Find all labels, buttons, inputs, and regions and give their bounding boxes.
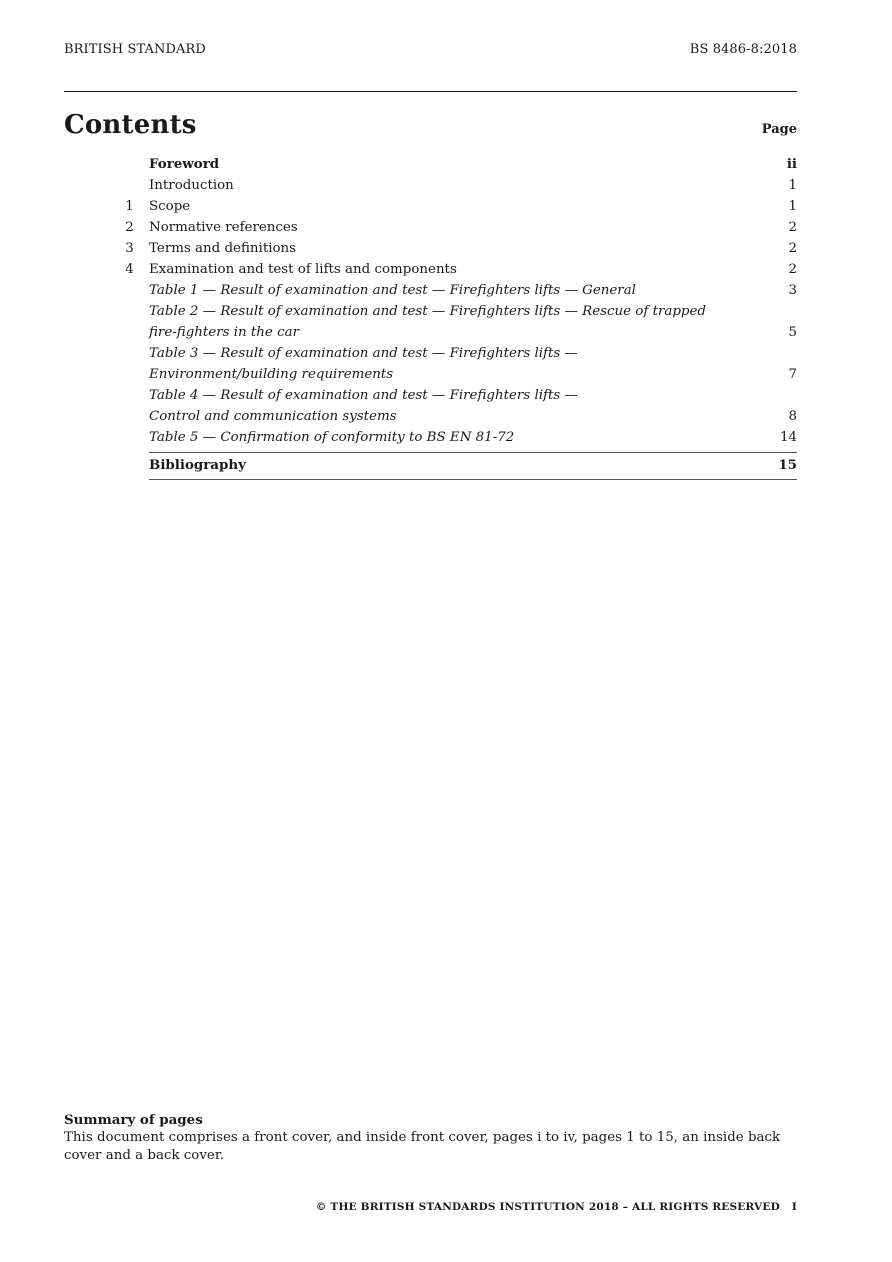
- toc-entry-number: 3: [125, 241, 134, 256]
- toc-entry-page: 2: [788, 220, 797, 235]
- toc-entry-page: 15: [778, 457, 797, 473]
- toc-entry-bibliography[interactable]: [149, 452, 797, 480]
- toc-entry-examination-and-test[interactable]: [110, 259, 797, 280]
- copyright-notice: © THE BRITISH STANDARDS INSTITUTION 2018 – ALL RIGHTS RESERVED: [315, 1201, 780, 1213]
- toc-entry-title: Table 3 — Result of examination and test — Firefighters lifts — Environment/building requirements: [149, 346, 578, 382]
- header-divider: [64, 91, 797, 92]
- toc-entry-page: 2: [788, 262, 797, 277]
- toc-entry-normative-references[interactable]: [110, 217, 797, 238]
- toc-entry-title: Table 5 — Confirmation of conformity to BS EN 81-72: [149, 430, 515, 445]
- toc-entry-page: 8: [788, 409, 797, 424]
- toc-entry-table-2[interactable]: [110, 301, 797, 343]
- toc-entry-table-4[interactable]: [110, 385, 797, 427]
- toc-entry-scope[interactable]: [110, 196, 797, 217]
- toc-entry-page: 1: [788, 199, 797, 214]
- summary-of-pages: [64, 1111, 797, 1165]
- toc-entry-page: ii: [786, 156, 797, 172]
- toc-entry-number: 1: [125, 199, 134, 214]
- toc-entry-title: Scope: [149, 199, 191, 214]
- toc-entry-number: 4: [125, 262, 134, 277]
- toc-entry-title: Foreword: [149, 156, 220, 172]
- toc-entry-page: 3: [788, 283, 797, 298]
- toc-entry-number: 2: [125, 220, 134, 235]
- header-standard-label: BRITISH STANDARD: [64, 42, 206, 57]
- running-header: [64, 42, 797, 57]
- toc-entry-title: Normative references: [149, 220, 298, 235]
- toc-entry-title: Table 1 — Result of examination and test — Firefighters lifts — General: [149, 283, 636, 298]
- toc-entry-page: 7: [788, 367, 797, 382]
- toc-entry-title: Table 4 — Result of examination and test — Firefighters lifts — Control and communication systems: [149, 388, 578, 424]
- table-of-contents: [110, 154, 797, 480]
- toc-entry-title: Examination and test of lifts and components: [149, 262, 457, 277]
- header-standard-number: BS 8486-8:2018: [689, 42, 797, 57]
- toc-entry-title: Table 2 — Result of examination and test — Firefighters lifts — Rescue of trapped fire-fighters in the car: [149, 304, 706, 340]
- toc-entry-page: 14: [779, 430, 797, 445]
- toc-entry-terms-and-definitions[interactable]: [110, 238, 797, 259]
- toc-entry-table-1[interactable]: [110, 280, 797, 301]
- toc-entry-title: Bibliography: [149, 457, 246, 473]
- toc-entry-title: Terms and definitions: [149, 241, 297, 256]
- page-title: Contents: [64, 110, 197, 140]
- toc-entry-table-5[interactable]: [110, 427, 797, 448]
- summary-text: This document comprises a front cover, and inside front cover, pages i to iv, pages 1 to 15, an inside back cover and a back cover.: [64, 1130, 781, 1163]
- toc-entry-introduction[interactable]: [110, 175, 797, 196]
- toc-entry-title: Introduction: [149, 178, 234, 193]
- toc-entry-table-3[interactable]: [110, 343, 797, 385]
- toc-entry-foreword[interactable]: [110, 154, 797, 175]
- toc-entry-page: 1: [788, 178, 797, 193]
- page-column-label: Page: [761, 122, 797, 137]
- summary-title: Summary of pages: [64, 1112, 203, 1128]
- running-footer: [316, 1201, 797, 1213]
- toc-entry-page: 5: [788, 325, 797, 340]
- page-number: I: [791, 1201, 797, 1213]
- toc-entry-page: 2: [788, 241, 797, 256]
